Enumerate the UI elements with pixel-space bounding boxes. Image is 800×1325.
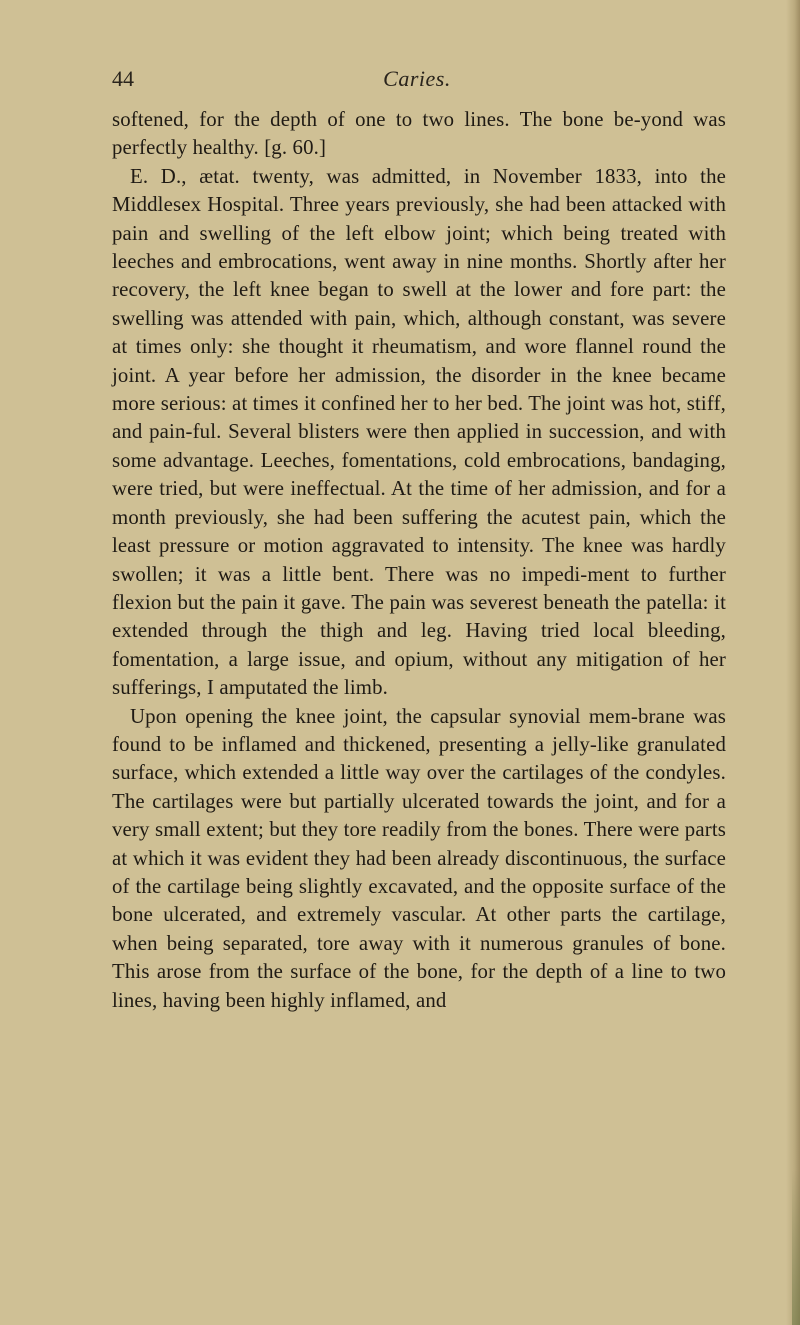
paragraph-examination: Upon opening the knee joint, the capsular synovial mem-brane was found to be inflamed and thickened, presenting a jelly-like granulated surface, which extended a little way over the cartilages of the condyles. The cartilages were but partially ulcerated towards the joint, and for a very small extent; but they tore readily from the bones. There were parts at which it was evident they had been already discontinuous, the surface of the cartilage being slightly excavated, and the opposite surface of the bone ulcerated, and extremely vascular. At other parts the cartilage, when being separated, tore away with it numerous granules of bone. This arose from the surface of the bone, for the depth of a line to two lines, having been highly inflamed, and — [112, 704, 726, 1012]
paragraph-continuation: softened, for the depth of one to two lines. The bone be-yond was perfectly healthy. [g. 60.] — [112, 108, 726, 160]
page-edge-stain — [792, 1170, 800, 1325]
running-title: Caries. — [383, 66, 451, 91]
paragraph-case-report: E. D., ætat. twenty, was admitted, in November 1833, into the Middlesex Hospital. Three years previously, she had been attacked with pain and swelling of the left elbow joint; which being treated with leeches and embrocations, went away in nine months. Shortly after her recovery, the left knee began to swell at the lower and fore part: the swelling was attended with pain, which, although constant, was severe at times only: she thought it rheumatism, and wore flannel round the joint. A year before her admission, the disorder in the knee became more serious: at times it confined her to her bed. The joint was hot, stiff, and pain-ful. Several blisters were then applied in succession, and with some advantage. Leeches, fomentations, cold embrocations, bandaging, were tried, but were ineffectual. At the time of her admission, and for a month previously, she had been suffering the acutest pain, which the least pressure or motion aggravated to intensity. The knee was hardly swollen; it was a little bent. There was no impedi-ment to further flexion but the pain it gave. The pain was severest beneath the patella: it extended through the thigh and leg. Having tried local bleeding, fomentation, a large issue, and opium, without any mitigation of her sufferings, I amputated the limb. — [112, 164, 726, 700]
page-header — [112, 66, 722, 96]
page-number: 44 — [112, 66, 134, 91]
body-text — [112, 106, 726, 1015]
page-edge-shadow — [786, 0, 800, 1325]
